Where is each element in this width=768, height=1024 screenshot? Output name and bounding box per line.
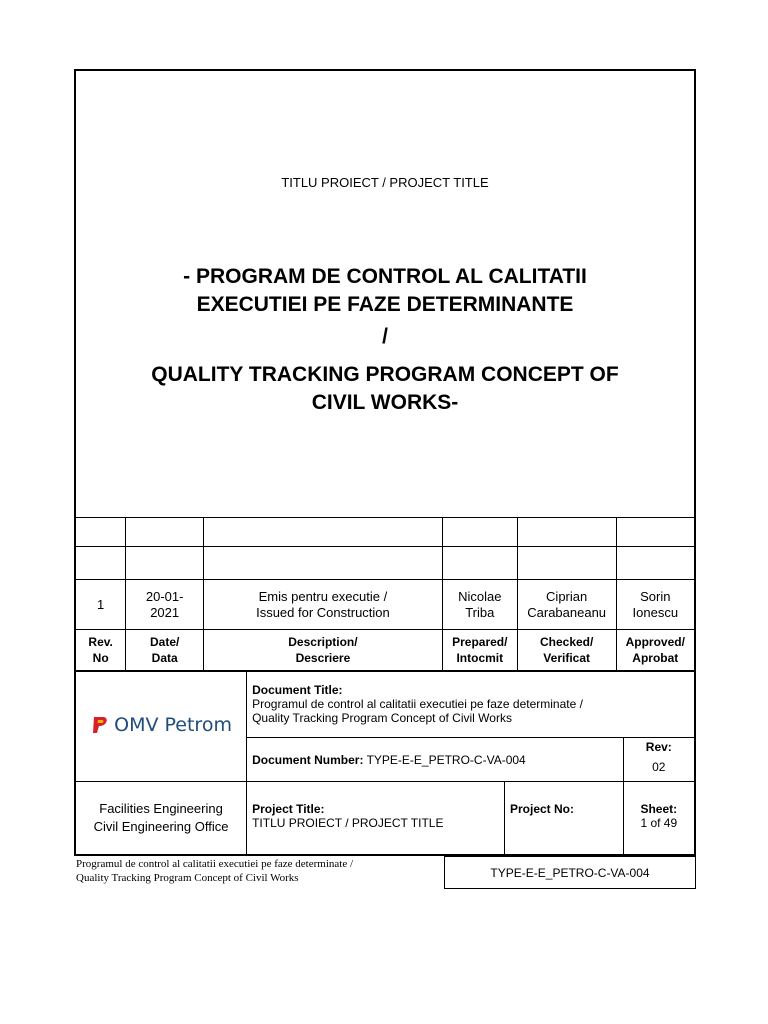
- document-title-label: Document Title:: [252, 683, 343, 697]
- document-title-line2: Quality Tracking Program Concept of Civil Works: [252, 711, 512, 725]
- main-title-separator: /: [382, 325, 388, 348]
- project-title-field-label: Project Title:: [252, 802, 325, 816]
- footer-document-number: TYPE-E-E_PETRO-C-VA-004: [444, 856, 696, 889]
- rev-prepared: Nicolae Triba: [442, 580, 517, 630]
- sheet-label: Sheet:: [640, 802, 678, 816]
- header-description: Description/ Descriere: [204, 630, 443, 671]
- petrom-logo-icon: [90, 715, 110, 735]
- document-number-label: Document Number:: [252, 752, 364, 767]
- document-number-cell: [247, 738, 624, 782]
- rev-description: Emis pentru executie / Issued for Construction: [204, 580, 443, 630]
- revision-empty-row: [75, 518, 695, 547]
- rev-number: 1: [75, 580, 126, 630]
- main-title-ro: [76, 263, 694, 319]
- title-block: [74, 69, 696, 518]
- sheet-cell: [623, 782, 695, 855]
- main-title-line4: CIVIL WORKS-: [311, 391, 459, 414]
- project-title-cell: [247, 782, 505, 855]
- project-title-label: TITLU PROIECT / PROJECT TITLE: [281, 175, 489, 190]
- rev-cell: [623, 738, 695, 782]
- project-no-label: Project No:: [510, 802, 575, 816]
- office-cell: [75, 782, 247, 855]
- main-title-line2: EXECUTIEI PE FAZE DETERMINANTE: [196, 293, 574, 316]
- document-title-line1: Programul de control al calitatii executiei pe faze determinate /: [252, 697, 583, 711]
- document-number-value: TYPE-E-E_PETRO-C-VA-004: [366, 752, 526, 767]
- rev-value: 02: [652, 760, 666, 774]
- document-title-cell: [247, 671, 695, 738]
- footer-document-title: [76, 857, 446, 885]
- revision-row: [75, 580, 695, 630]
- header-prepared: Prepared/ Intocmit: [442, 630, 517, 671]
- footer-line1: Programul de control al calitatii executiei pe faze determinate /: [76, 858, 354, 870]
- rev-date: 20-01- 2021: [126, 580, 204, 630]
- office-line2: Civil Engineering Office: [93, 818, 229, 834]
- main-title-line1: - PROGRAM DE CONTROL AL CALITATII: [183, 265, 587, 288]
- sheet-value: 1 of 49: [640, 816, 678, 830]
- rev-approved: Sorin Ionescu: [616, 580, 695, 630]
- rev-label: Rev:: [645, 740, 672, 754]
- main-title-en: [76, 361, 694, 417]
- rev-checked: Ciprian Carabaneanu: [517, 580, 616, 630]
- office-line1: Facilities Engineering: [99, 800, 223, 816]
- document-info-table: [74, 670, 696, 856]
- revision-header-row: [75, 630, 695, 671]
- omv-petrom-logo: [90, 715, 232, 735]
- header-approved: Approved/ Aprobat: [616, 630, 695, 671]
- project-title-value: TITLU PROIECT / PROJECT TITLE: [252, 816, 444, 830]
- header-rev: Rev. No: [75, 630, 126, 671]
- main-title-line3: QUALITY TRACKING PROGRAM CONCEPT OF: [151, 363, 619, 386]
- logo-text: OMV Petrom: [114, 713, 232, 736]
- header-checked: Checked/ Verificat: [517, 630, 616, 671]
- header-date: Date/ Data: [126, 630, 204, 671]
- footer-line2: Quality Tracking Program Concept of Civil Works: [76, 872, 299, 884]
- revision-empty-row: [75, 547, 695, 580]
- project-no-cell: [505, 782, 624, 855]
- logo-cell: [75, 671, 247, 782]
- revision-table: [74, 517, 696, 672]
